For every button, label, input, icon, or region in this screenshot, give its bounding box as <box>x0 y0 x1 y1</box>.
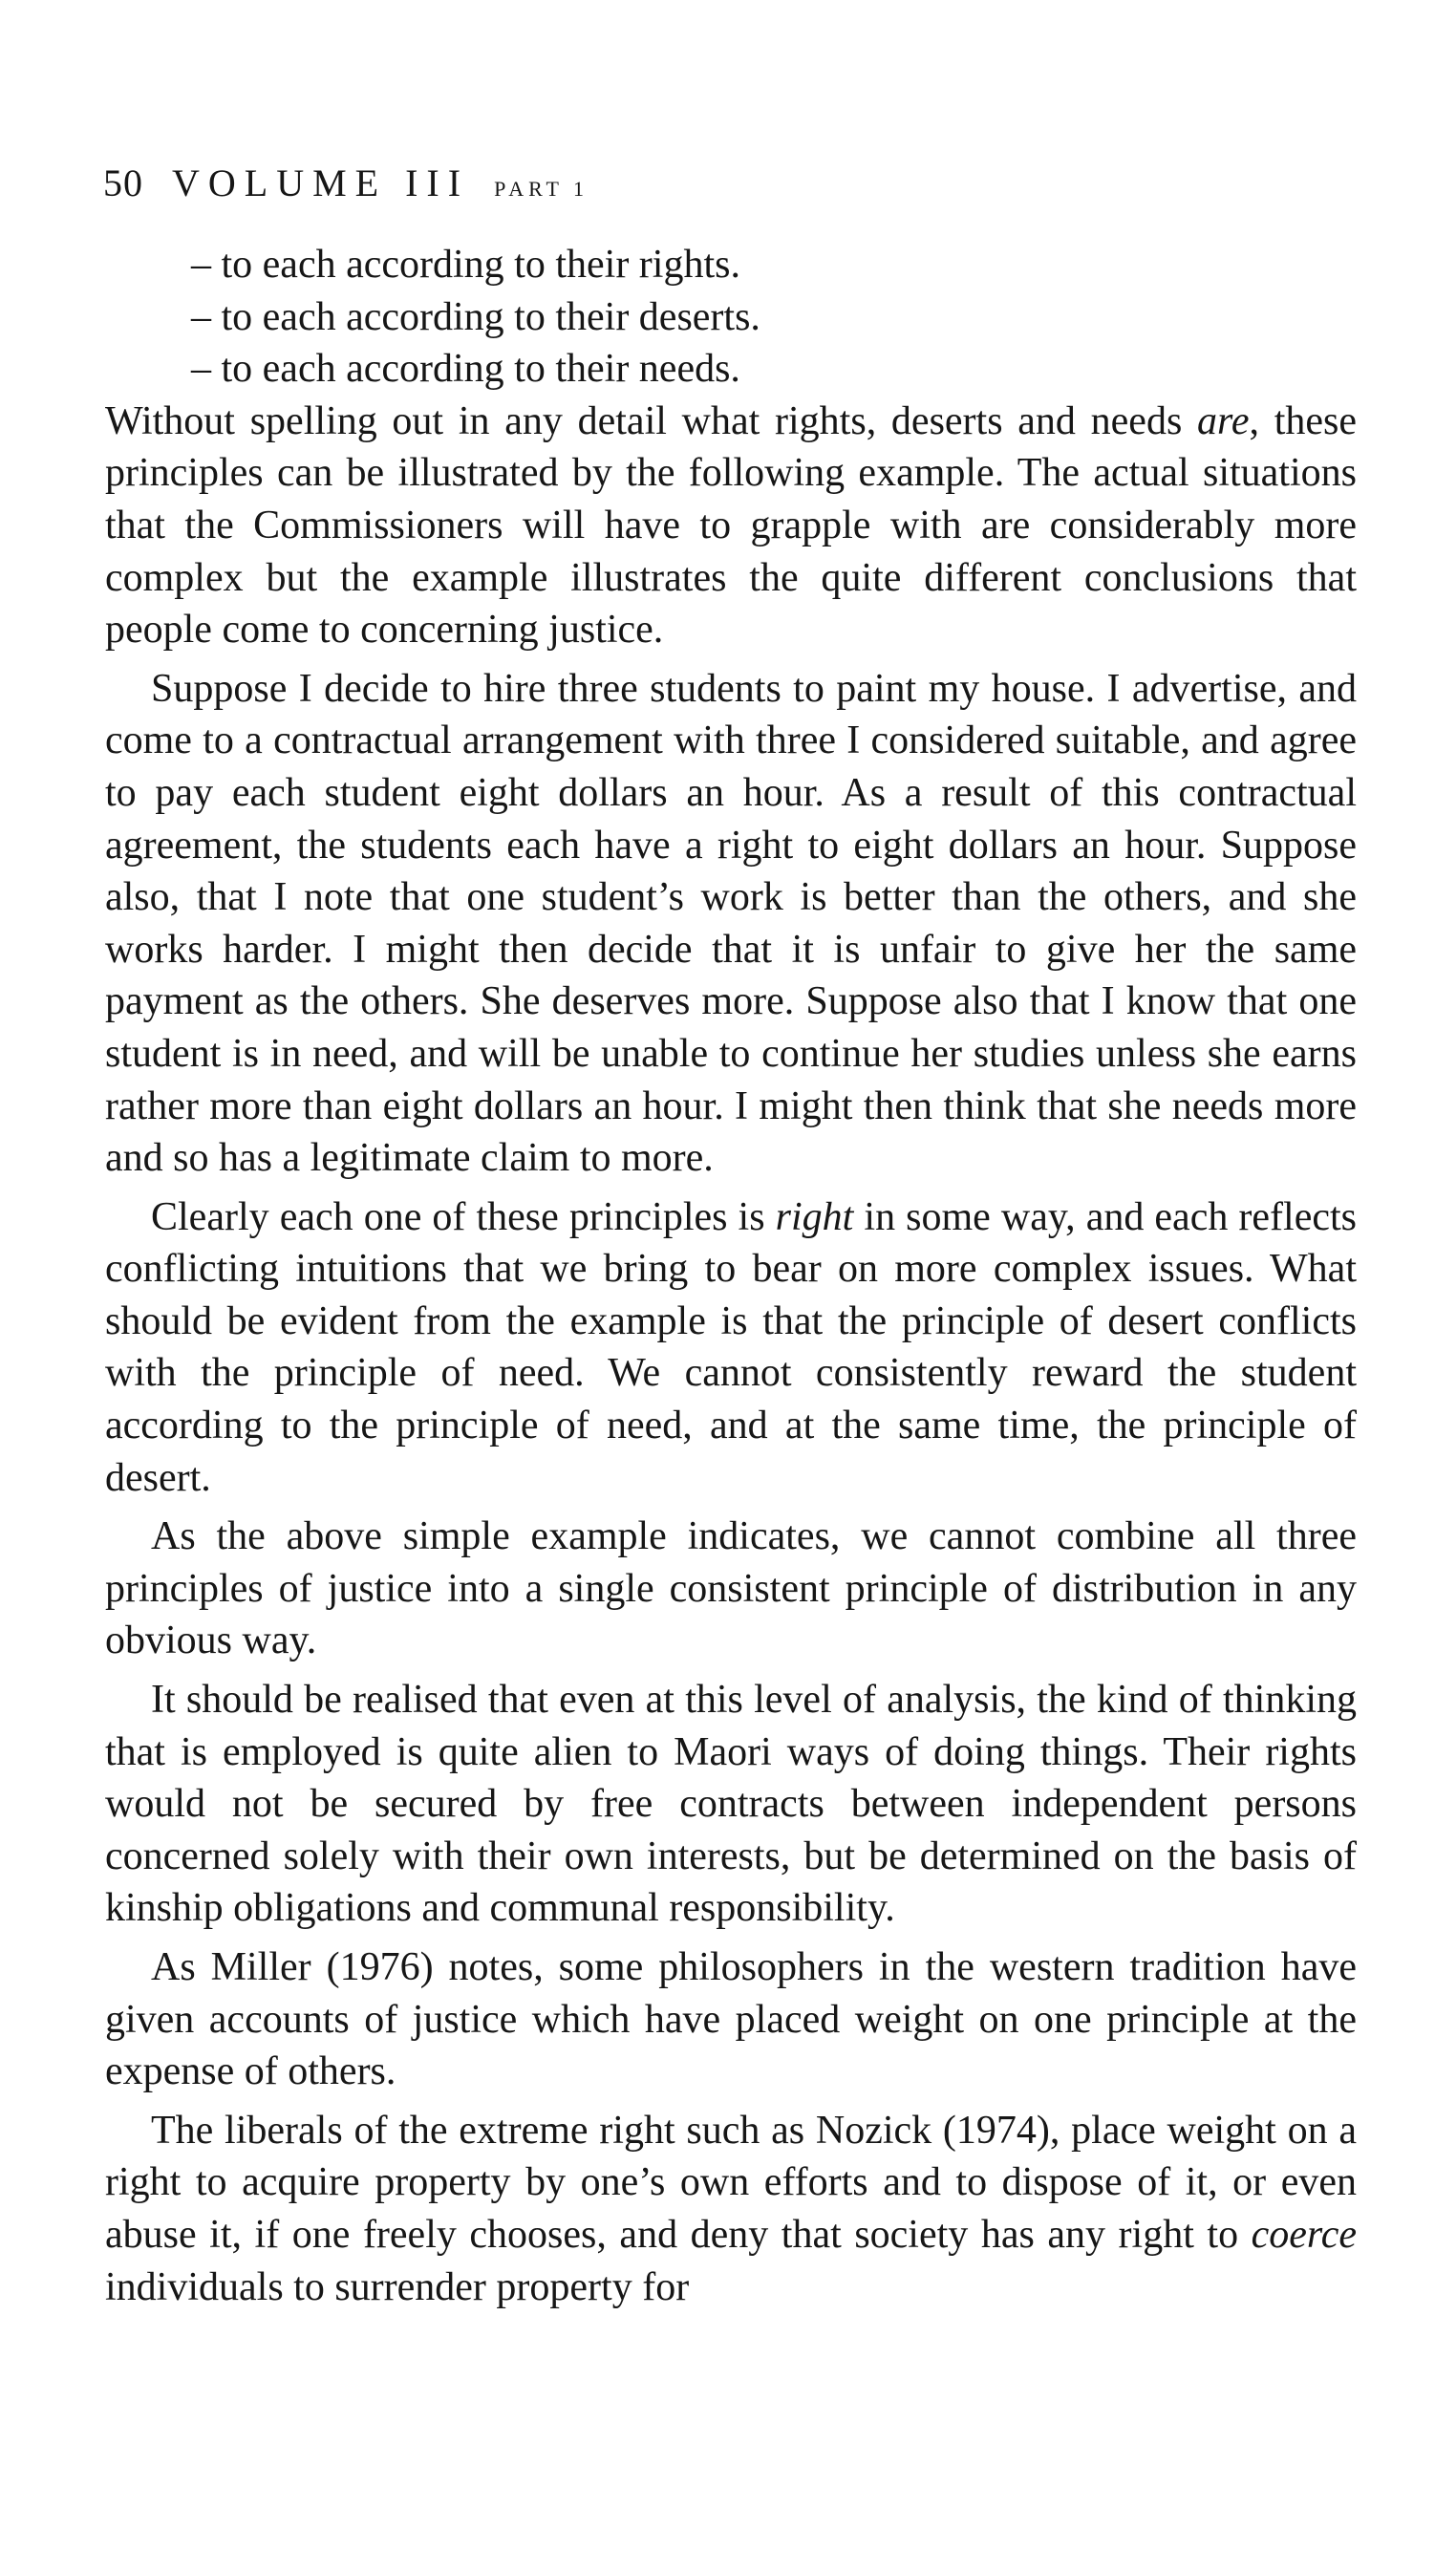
principle-deserts: – to each according to their deserts. <box>191 294 760 339</box>
part-label: PART 1 <box>494 177 589 201</box>
paragraph: As the above simple example indicates, we cannot combine all three principles of justice into a single consistent principle of distribution in any obvious way. <box>105 1514 1357 1663</box>
principle-rights: – to each according to their rights. <box>191 243 740 287</box>
paragraph: The liberals of the extreme right such as Nozick (1974), place weight on a right to acquire property by one’s own efforts and to dispose of it, or even abuse it, if one freely chooses, and deny that society has any right to coerce individuals to surrender property for <box>105 2108 1357 2309</box>
body-text <box>105 239 1357 2313</box>
paragraph: Suppose I decide to hire three students to paint my house. I advertise, and come to a contractual arrangement with three I considered suitable, and agree to pay each student eight dollars an hour. As a result of this contractual agreement, the students each have a right to eight dollars an hour. Suppose also, that I note that one student’s work is better than the others, and she works harder. I might then decide that it is unfair to give her the same payment as the others. She deserves more. Suppose also that I know that one student is in need, and will be unable to continue her studies unless she earns rather more than eight dollars an hour. I might then think that she needs more and so has a legitimate claim to more. <box>105 666 1357 1181</box>
paragraph: Without spelling out in any detail what rights, deserts and needs are, these principles can be illustrated by the following example. The actual situations that the Commissioners will have to grapple with are considerably more complex but the example illustrates the quite different conclusions that people come to concerning justice. <box>105 398 1358 653</box>
volume-label: VOLUME III <box>172 161 470 204</box>
principle-needs: – to each according to their needs. <box>191 347 740 392</box>
paragraph: As Miller (1976) notes, some philosophers in the western tradition have given accounts of justice which have placed weight on one principle at the expense of others. <box>105 1945 1357 2094</box>
page-number: 50 <box>103 161 143 204</box>
running-header <box>103 161 589 205</box>
paragraph: It should be realised that even at this level of analysis, the kind of thinking that is employed is quite alien to Maori ways of doing things. Their rights would not be secured by free contracts between independent persons concerned solely with their own interests, but be determined on the basis of kinship obligations and communal responsibility. <box>105 1678 1357 1931</box>
paragraph: Clearly each one of these principles is right in some way, and each reflects conflicting intuitions that we bring to bear on more complex issues. What should be evident from the example is that the principle of desert conflicts with the principle of need. We cannot consistently reward the student according to the principle of need, and at the same time, the principle of desert. <box>105 1194 1357 1500</box>
